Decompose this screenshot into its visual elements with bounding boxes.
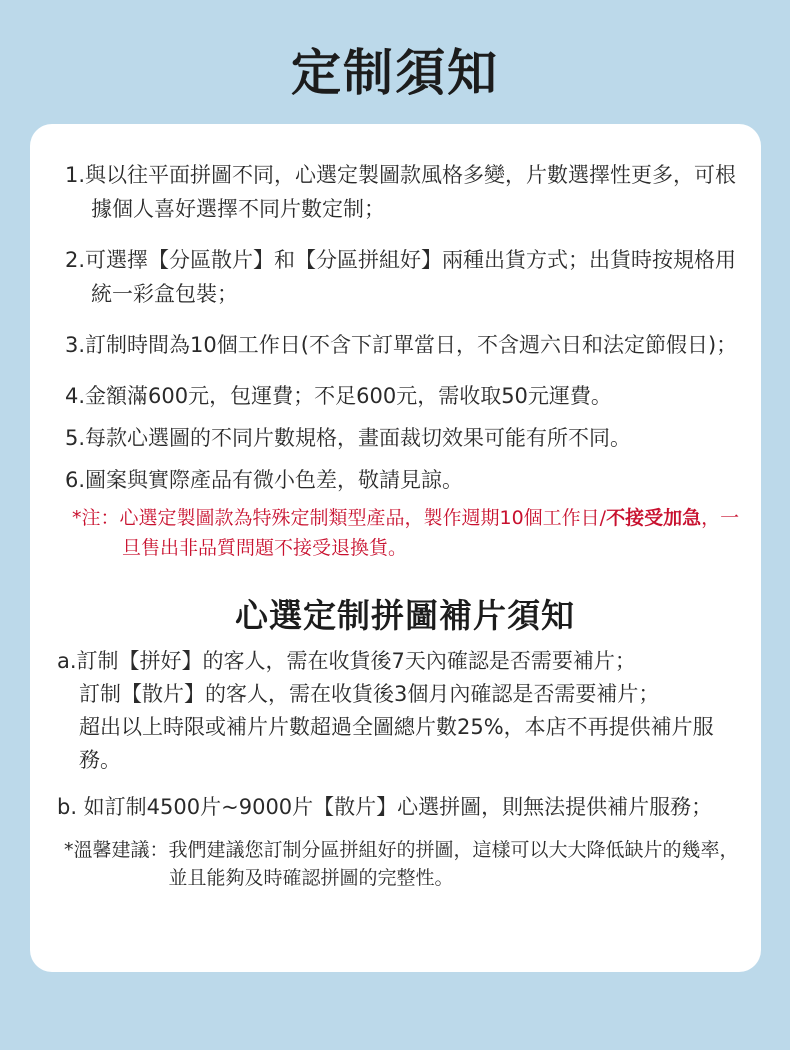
- refill-section-title: 心選定制拼圖補片須知: [235, 596, 575, 635]
- refill-policy-b: b. 如訂制4500片~9000片【散片】心選拼圖，則無法提供補片服務；: [57, 795, 713, 819]
- rule-item-4: 4.金額滿600元，包運費；不足600元，需收取50元運費。: [65, 384, 612, 408]
- rule-item-1: 1.與以往平面拼圖不同，心選定製圖款風格多變，片數選擇性更多，可根據個人喜好選擇不同片數定制；: [65, 163, 737, 221]
- suggestion-label: *溫馨建議：: [64, 839, 169, 861]
- rule-item-3: 3.訂制時間為10個工作日(不含下訂單當日，不含週六日和法定節假日)；: [65, 333, 738, 357]
- refill-line-a1: a.訂制【拼好】的客人，需在收貨後7天內確認是否需要補片；: [57, 649, 636, 673]
- notice-card: [30, 124, 761, 972]
- rule-item-6: 6.圖案與實際產品有微小色差，敬請見諒。: [65, 468, 464, 492]
- page-title: 定制須知: [291, 44, 499, 102]
- refill-policy-a: [57, 645, 745, 777]
- notice-content: [57, 158, 745, 892]
- note-prefix: *注：心選定製圖款為特殊定制類型產品，製作週期10個工作日/: [72, 507, 607, 529]
- special-order-note: [65, 503, 745, 563]
- suggestion: [64, 836, 745, 892]
- rule-item-5: 5.每款心選圖的不同片數規格，畫面裁切效果可能有所不同。: [65, 426, 632, 450]
- refill-line-a3: 超出以上時限或補片片數超過全圖總片數25%，本店不再提供補片服務。: [79, 715, 714, 772]
- rule-item-2: 2.可選擇【分區散片】和【分區拼組好】兩種出貨方式；出貨時按規格用統一彩盒包裝；: [65, 248, 737, 306]
- refill-line-a2: 訂制【散片】的客人，需在收貨後3個月內確認是否需要補片；: [79, 682, 660, 706]
- note-no-rush: 不接受加急: [606, 507, 702, 529]
- note-suffix: ，一旦售出非品質問題不接受退換貨。: [122, 507, 740, 559]
- suggestion-text: 我們建議您訂制分區拼組好的拼圖，這樣可以大大降低缺片的幾率，並且能夠及時確認拼圖的完整性。: [168, 839, 739, 889]
